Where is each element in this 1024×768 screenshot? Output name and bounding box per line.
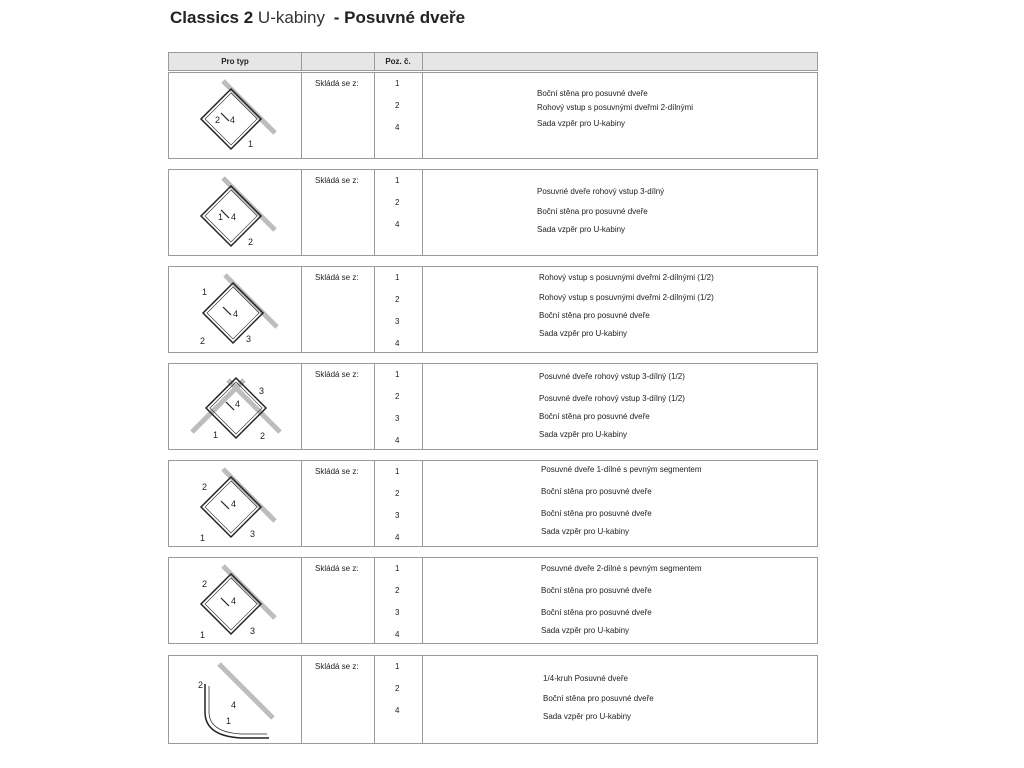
header-parts: [422, 53, 817, 70]
part-description: Posuvné dveře rohový vstup 3-dílný: [537, 187, 665, 196]
column-divider: [374, 170, 375, 255]
part-description: Sada vzpěr pro U-kabiny: [541, 527, 630, 536]
plan-position-label: 4: [231, 700, 237, 710]
part-description: Boční stěna pro posuvné dveře: [541, 586, 652, 595]
position-number: 1: [395, 662, 400, 671]
plan-position-label: 1: [248, 139, 254, 149]
position-number: 1: [395, 176, 400, 185]
title-product: Posuvné dveře: [344, 8, 466, 27]
column-divider: [301, 364, 302, 449]
position-number: 2: [395, 586, 400, 595]
position-number: 4: [395, 630, 400, 639]
plan-position-label: 4: [235, 399, 241, 409]
column-divider: [301, 656, 302, 743]
position-number: 4: [395, 533, 400, 542]
column-divider: [374, 267, 375, 352]
position-number: 2: [395, 101, 400, 110]
part-description: Boční stěna pro posuvné dveře: [539, 412, 650, 421]
plan-position-label: 1: [200, 533, 206, 543]
plan-position-label: 3: [246, 334, 252, 344]
part-description: Boční stěna pro posuvné dveře: [539, 311, 650, 320]
plan-position-label: 3: [250, 529, 256, 539]
part-description: Sada vzpěr pro U-kabiny: [537, 119, 626, 128]
cabin-plan-drawing: [169, 656, 301, 743]
composed-of-label: Skládá se z:: [315, 79, 359, 88]
part-description: Posuvné dveře 2-dílné s pevným segmentem: [541, 564, 702, 573]
position-number: 2: [395, 295, 400, 304]
column-divider: [422, 461, 423, 546]
column-divider: [301, 461, 302, 546]
plan-position-label: 2: [202, 482, 208, 492]
column-divider: [422, 364, 423, 449]
plan-position-label: 2: [260, 431, 266, 441]
composed-of-label: Skládá se z:: [315, 370, 359, 379]
part-description: Posuvné dveře rohový vstup 3-dílný (1/2): [539, 372, 685, 381]
part-description: Boční stěna pro posuvné dveře: [541, 608, 652, 617]
position-number: 2: [395, 198, 400, 207]
column-divider: [422, 170, 423, 255]
strut-bar: [221, 113, 229, 121]
table-row: [168, 266, 818, 353]
part-description: Rohový vstup s posuvnými dveřmi 2-dílnými (1/2): [539, 273, 714, 282]
table-row: [168, 557, 818, 644]
part-description: Boční stěna pro posuvné dveře: [537, 89, 648, 98]
column-divider: [301, 53, 302, 70]
strut-bar: [226, 402, 234, 410]
composed-of-label: Skládá se z:: [315, 176, 359, 185]
position-number: 2: [395, 489, 400, 498]
part-description: Sada vzpěr pro U-kabiny: [539, 430, 628, 439]
part-description: Boční stěna pro posuvné dveře: [541, 509, 652, 518]
strut-bar: [221, 598, 229, 606]
table-row: [168, 72, 818, 159]
part-description: Sada vzpěr pro U-kabiny: [543, 712, 632, 721]
plan-position-label: 1: [202, 287, 208, 297]
plan-position-label: 1: [226, 716, 232, 726]
position-number: 3: [395, 317, 400, 326]
wall-hatch: [219, 664, 273, 718]
column-divider: [301, 73, 302, 158]
part-description: Sada vzpěr pro U-kabiny: [539, 329, 628, 338]
page-title: [170, 8, 465, 28]
part-description: Posuvné dveře rohový vstup 3-dílný (1/2): [539, 394, 685, 403]
column-divider: [301, 170, 302, 255]
position-number: 3: [395, 414, 400, 423]
title-series: Classics 2: [170, 8, 254, 27]
position-number: 4: [395, 436, 400, 445]
part-description: Boční stěna pro posuvné dveře: [543, 694, 654, 703]
part-description: Boční stěna pro posuvné dveře: [541, 487, 652, 496]
header-pro-typ: Pro typ: [221, 57, 249, 66]
cabin-plan-drawing: [169, 267, 301, 352]
column-divider: [301, 558, 302, 643]
plan-position-label: 1: [200, 630, 206, 640]
column-divider: [422, 267, 423, 352]
plan-position-label: 4: [230, 115, 236, 125]
position-number: 1: [395, 79, 400, 88]
title-separator: -: [333, 8, 340, 27]
column-divider: [422, 656, 423, 743]
column-divider: [374, 364, 375, 449]
position-number: 4: [395, 706, 400, 715]
column-divider: [374, 73, 375, 158]
column-divider: [374, 461, 375, 546]
cabin-inner-outline: [209, 686, 267, 734]
title-family: U-kabiny: [257, 8, 326, 27]
position-number: 2: [395, 392, 400, 401]
part-description: Sada vzpěr pro U-kabiny: [537, 225, 626, 234]
plan-position-label: 4: [231, 212, 237, 222]
position-number: 2: [395, 684, 400, 693]
column-divider: [374, 656, 375, 743]
table-row: [168, 655, 818, 744]
composed-of-label: Skládá se z:: [315, 467, 359, 476]
plan-position-label: 4: [231, 596, 237, 606]
part-description: Rohový vstup s posuvnými dveřmi 2-dílnými (1/2): [539, 293, 714, 302]
strut-bar: [221, 501, 229, 509]
cabin-plan-drawing: [169, 461, 301, 546]
position-number: 3: [395, 608, 400, 617]
strut-bar: [223, 307, 231, 315]
column-divider: [422, 73, 423, 158]
part-description: Boční stěna pro posuvné dveře: [537, 207, 648, 216]
table-header: [168, 52, 818, 71]
plan-position-label: 1: [218, 212, 224, 222]
position-number: 4: [395, 220, 400, 229]
column-divider: [374, 558, 375, 643]
plan-position-label: 1: [213, 430, 219, 440]
cabin-plan-drawing: [169, 364, 301, 449]
plan-position-label: 2: [202, 579, 208, 589]
plan-position-label: 4: [233, 309, 239, 319]
plan-position-label: 3: [259, 386, 265, 396]
position-number: 1: [395, 370, 400, 379]
position-number: 1: [395, 467, 400, 476]
table-row: [168, 460, 818, 547]
position-number: 3: [395, 511, 400, 520]
cabin-outline: [205, 684, 269, 738]
plan-position-label: 4: [231, 499, 237, 509]
position-number: 1: [395, 564, 400, 573]
composed-of-label: Skládá se z:: [315, 273, 359, 282]
plan-position-label: 2: [248, 237, 254, 247]
part-description: 1/4-kruh Posuvné dveře: [543, 674, 628, 683]
plan-position-label: 2: [215, 115, 221, 125]
plan-position-label: 3: [250, 626, 256, 636]
table-row: [168, 169, 818, 256]
plan-position-label: 2: [198, 680, 204, 690]
plan-position-label: 2: [200, 336, 206, 346]
composed-of-label: Skládá se z:: [315, 564, 359, 573]
cabin-plan-drawing: [169, 73, 301, 158]
position-number: 1: [395, 273, 400, 282]
column-divider: [301, 267, 302, 352]
cabin-plan-drawing: [169, 170, 301, 255]
part-description: Rohový vstup s posuvnými dveřmi 2-dílnými: [537, 103, 694, 112]
column-divider: [422, 558, 423, 643]
part-description: Sada vzpěr pro U-kabiny: [541, 626, 630, 635]
position-number: 4: [395, 339, 400, 348]
position-number: 4: [395, 123, 400, 132]
part-description: Posuvné dveře 1-dílné s pevným segmentem: [541, 465, 702, 474]
cabin-plan-drawing: [169, 558, 301, 643]
composed-of-label: Skládá se z:: [315, 662, 359, 671]
header-pozice: Poz. č.: [385, 57, 411, 66]
table-row: [168, 363, 818, 450]
